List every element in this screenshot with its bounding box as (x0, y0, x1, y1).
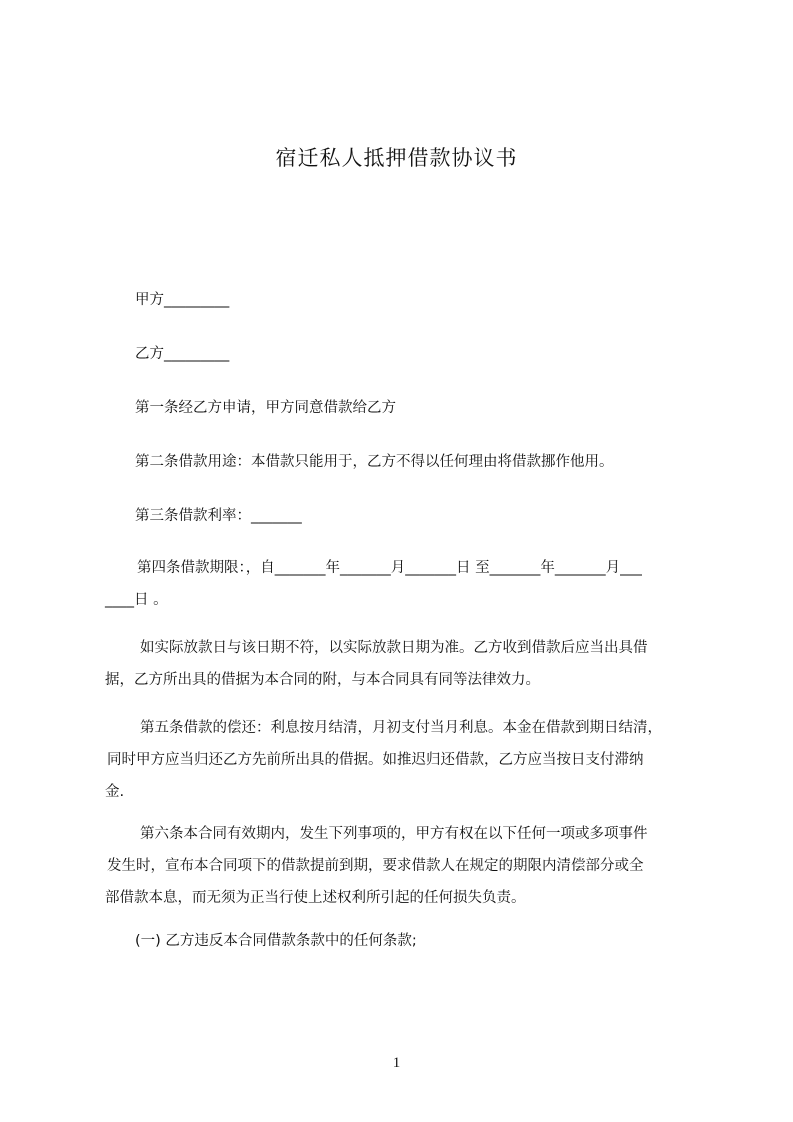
article-6-line-2: 发生时，宣布本合同项下的借款提前到期，要求借款人在规定的期限内清偿部分或全 (107, 858, 644, 874)
party-a-line: 甲方_________ (135, 292, 230, 308)
page-number: 1 (392, 1055, 401, 1071)
party-b-line: 乙方_________ (135, 346, 230, 362)
article-4-line-1: 第四条借款期限：，自_______年_______月_______日 至_______年_______月___ (137, 560, 642, 576)
article-4 (105, 552, 700, 616)
document-title: 宿迁私人抵押借款协议书 (275, 146, 518, 170)
article-5-line-2: 同时甲方应当归还乙方先前所出具的借据。如推迟归还借款，乙方应当按日支付滞纳 (107, 752, 644, 768)
actual-date-paragraph (105, 632, 700, 696)
article-6-line-1: 第六条本合同有效期内，发生下列事项的，甲方有权在以下任何一项或多项事件 (140, 826, 648, 842)
item-1: (一) 乙方违反本合同借款条款中的任何条款; (135, 933, 417, 949)
article-2: 第二条借款用途：本借款只能用于，乙方不得以任何理由将借款挪作他用。 (135, 454, 614, 470)
article-4-line-2: ____日 。 (105, 592, 168, 608)
article-5 (105, 712, 700, 808)
article-5-line-3: 金. (105, 784, 125, 800)
article-3: 第三条借款利率：_______ (135, 508, 302, 524)
article-6 (105, 818, 700, 914)
article-5-line-1: 第五条借款的偿还：利息按月结清，月初支付当月利息。本金在借款到期日结清， (140, 720, 662, 736)
article-1: 第一条经乙方申请，甲方同意借款给乙方 (135, 400, 396, 416)
actual-date-line-1: 如实际放款日与该日期不符，以实际放款日期为准。乙方收到借款后应当出具借 (140, 640, 648, 656)
actual-date-line-2: 据，乙方所出具的借据为本合同的附，与本合同具有同等法律效力。 (105, 672, 540, 688)
article-6-line-3: 部借款本息，而无须为正当行使上述权利所引起的任何损失负责。 (105, 890, 526, 906)
